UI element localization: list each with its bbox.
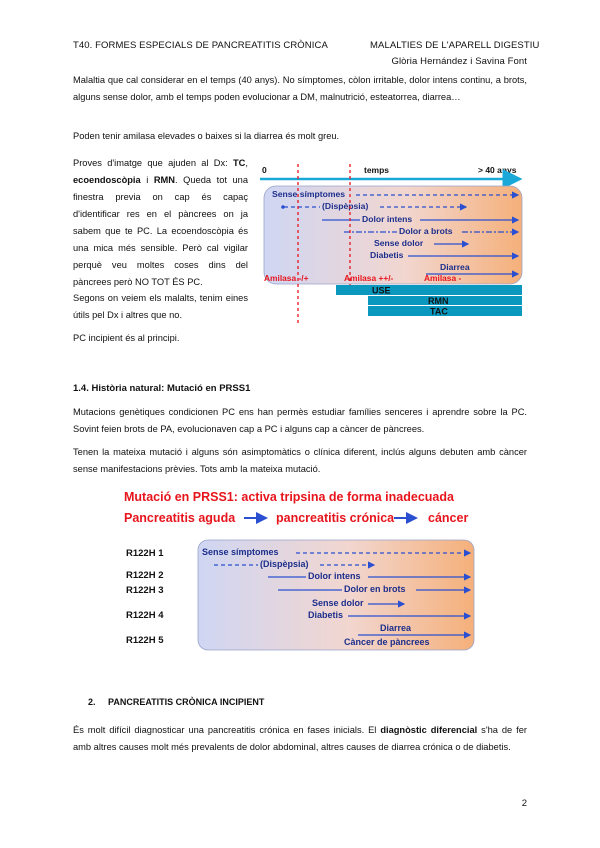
amilasa-label-1: Amilasa -/+ bbox=[264, 273, 309, 283]
paragraph-diagnostic-diferencial: És molt difícil diagnosticar una pancreatitis crónica en fases inicials. El diagnòstic diferencial s'ha de fer amb altres causes molt més prevalents de dolor abdominal, altres causes de diarrea crónica o de diabetis. bbox=[73, 725, 527, 752]
row-label-r122h-5: R122H 5 bbox=[126, 635, 164, 646]
section-number-2: 2. bbox=[88, 697, 96, 707]
prss1-item-dolor-brots: Dolor en brots bbox=[344, 584, 406, 594]
header-chapter-title: T40. FORMES ESPECIALS DE PANCREATITIS CRÒNICA bbox=[73, 40, 328, 51]
timeline-item-sense-dolor: Sense dolor bbox=[374, 238, 424, 248]
timeline-item-dispepsia: (Dispèpsia) bbox=[322, 201, 369, 211]
paragraph-mateixa-mutacio: Tenen la mateixa mutació i alguns són asimptomàtics o clínica diferent, inclús alguns debuten amb càncer sense manifestacions prèvies. Tots amb la mateixa mutació. bbox=[73, 447, 527, 474]
timeline-item-dolor-brots: Dolor a brots bbox=[399, 226, 453, 236]
flow-pancreatitis-aguda: Pancreatitis aguda bbox=[124, 511, 236, 525]
paragraph-diagnostic-tools: Segons on veiem els malalts, tenim eines útils pel Dx i altres que no. bbox=[73, 293, 248, 320]
prss1-item-dolor-intens: Dolor intens bbox=[308, 571, 361, 581]
row-label-r122h-1: R122H 1 bbox=[126, 548, 164, 559]
prss1-item-diabetis: Diabetis bbox=[308, 610, 344, 620]
use-bar-label: USE bbox=[372, 285, 391, 296]
paragraph-amilasa: Poden tenir amilasa elevades o baixes si la diarrea és molt greu. bbox=[73, 131, 340, 141]
timeline-end-label: > 40 anys bbox=[478, 165, 517, 175]
flow-pancreatitis-cronica: pancreatitis crónica bbox=[276, 511, 395, 525]
timeline-item-sense-simptomes: Sense símptomes bbox=[272, 189, 346, 199]
paragraph-evolution: Malaltia que cal considerar en el temps (40 anys). No símptomes, còlon irritable, dolor intens continu, a brots, alguns sense dolor, amb el temps poden evolucionar a DM, malnutrició, esteatorrea, diarrea… bbox=[73, 75, 527, 102]
prss1-item-diarrea: Diarrea bbox=[380, 623, 412, 633]
prss1-item-sense-dolor: Sense dolor bbox=[312, 598, 364, 608]
header-authors: Glòria Hernández i Savina Font bbox=[391, 56, 527, 67]
paragraph-incipient: PC incipient és al principi. bbox=[73, 333, 180, 343]
row-label-r122h-4: R122H 4 bbox=[126, 610, 164, 621]
timeline-item-diabetis: Diabetis bbox=[370, 250, 404, 260]
use-bar bbox=[336, 285, 522, 295]
paragraph-mutacions: Mutacions genètiques condicionen PC ens han permès estudiar famílies senceres i aprendre sobre la PC. Sovint feien brots de PA, evolucionaven cap a PC i alguns cap a càncer de pàncrees. bbox=[73, 407, 527, 434]
paragraph-imaging-tests: Proves d'imatge que ajuden al Dx: TC, ecoendoscòpia i RMN. Queda tot una finestra previa on cap és capaç d'identificar res en el pàncrees on ja sabem que te PC. La ecoendoscòpia és una mica més sensible. Però cal vigilar perquè veu moltes coses dins del pàncrees però NO TOT ÉS PC. bbox=[73, 158, 249, 287]
timeline-background-box bbox=[264, 186, 522, 284]
row-label-r122h-2: R122H 2 bbox=[126, 570, 164, 581]
page-number: 2 bbox=[521, 798, 527, 809]
timeline-zero: 0 bbox=[262, 165, 267, 175]
arrow-dispepsia-start bbox=[281, 205, 285, 209]
prss1-item-dispepsia: (Dispèpsia) bbox=[260, 559, 309, 569]
section-heading-pc-incipient: PANCREATITIS CRÒNICA INCIPIENT bbox=[108, 697, 265, 707]
amilasa-label-2: Amilasa ++/- bbox=[344, 273, 394, 283]
rmn-bar-label: RMN bbox=[428, 296, 449, 306]
timeline-temps-label: temps bbox=[364, 165, 390, 175]
header-subject: MALALTIES DE L'APARELL DIGESTIU bbox=[370, 40, 540, 51]
prss1-item-cancer-pancrees: Càncer de pàncrees bbox=[344, 637, 430, 647]
amilasa-label-3: Amilasa - bbox=[424, 273, 462, 283]
flow-cancer: cáncer bbox=[428, 511, 469, 525]
natural-history-timeline-figure bbox=[256, 158, 528, 324]
tac-bar-label: TAC bbox=[430, 306, 448, 317]
timeline-item-diarrea: Diarrea bbox=[440, 262, 470, 272]
row-label-r122h-3: R122H 3 bbox=[126, 585, 164, 596]
prss1-item-sense-simptomes: Sense símptomes bbox=[202, 547, 279, 557]
section-heading-historia-natural: 1.4. Història natural: Mutació en PRSS1 bbox=[73, 383, 251, 394]
prss1-title: Mutació en PRSS1: activa tripsina de forma inadecuada bbox=[124, 490, 454, 504]
prss1-mutation-figure bbox=[118, 486, 490, 658]
timeline-item-dolor-intens: Dolor intens bbox=[362, 214, 413, 224]
